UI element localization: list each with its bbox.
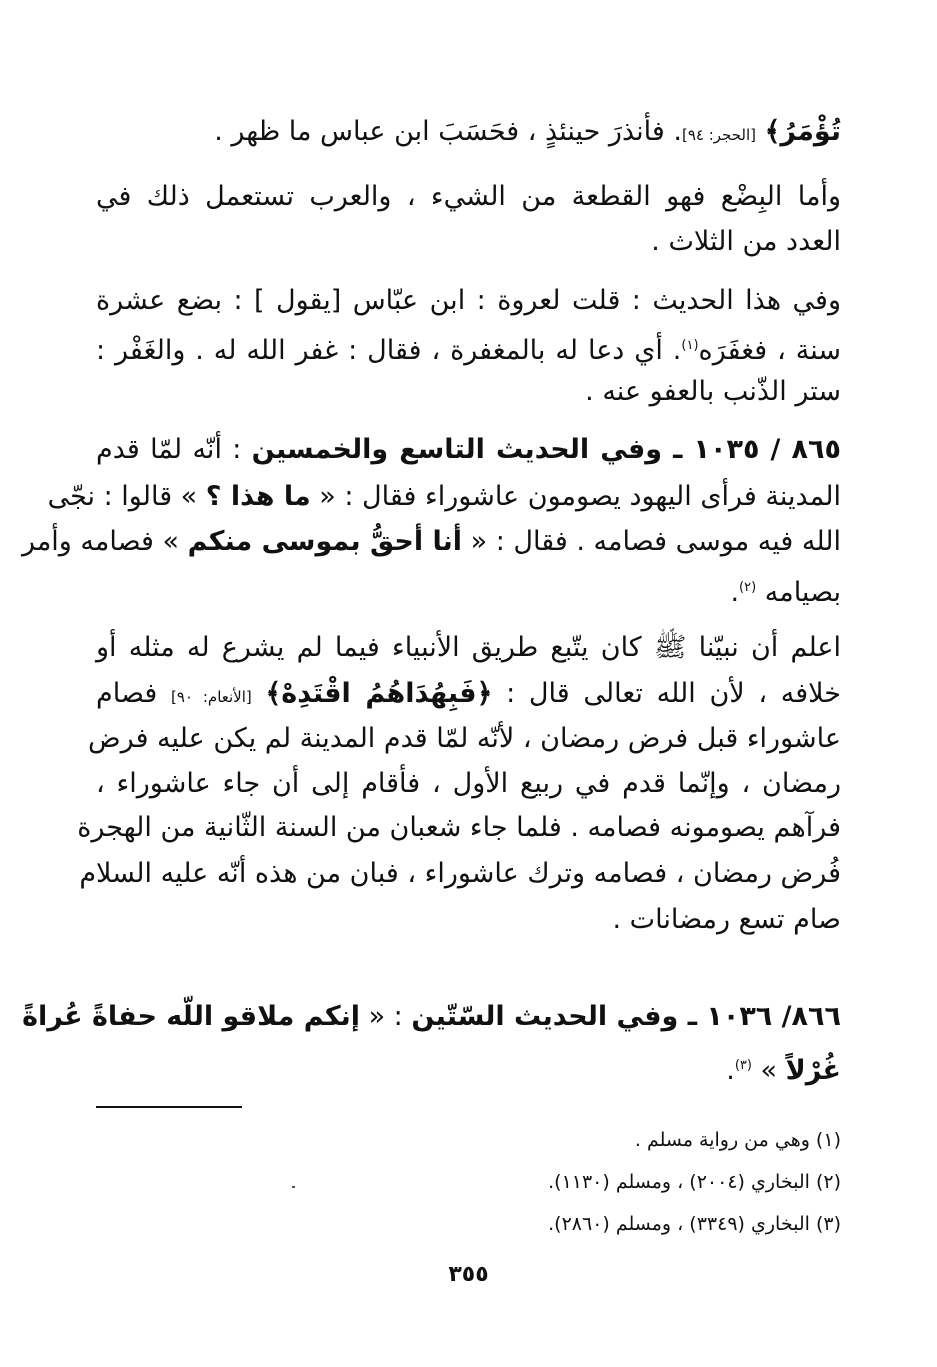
text-run: ٨٦٥ / ١٠٣٥ ـ وفي الحديث التاسع والخمسين xyxy=(251,434,841,465)
text-run: صام تسع رمضانات . xyxy=(612,904,841,935)
text-run: فرآهم يصومونه فصامه . فلما جاء شعبان من السنة الثّانية من الهجرة xyxy=(77,812,841,843)
text-run: سنة ، فغفَرَه xyxy=(698,335,841,366)
text-run: ﴿فَبِهُدَاهُمُ اقْتَدِهْ﴾ xyxy=(265,678,493,709)
footnote-2: (٢) البخاري (٢٠٠٤) ، ومسلم (١١٣٠). xyxy=(548,1171,841,1193)
text-run: العدد من الثلاث . xyxy=(651,226,841,257)
text-run: : أنّه لمّا قدم xyxy=(96,434,252,465)
text-run: أنا أحقُّ بموسى منكم xyxy=(187,526,463,557)
text-line xyxy=(21,522,841,562)
page-number: ٣٥٥ xyxy=(448,1262,489,1287)
footnote-marker: (١) xyxy=(681,338,699,353)
text-run: تُؤْمَرُ﴾ xyxy=(764,116,841,147)
text-run: بصيامه xyxy=(756,577,841,608)
text-run: : « xyxy=(360,1001,412,1032)
text-line xyxy=(96,326,841,371)
text-run: فُرض رمضان ، فصامه وترك عاشوراء ، فبان من هذه أنّه عليه السلام xyxy=(79,858,841,889)
text-run: المدينة فرأى اليهود يصومون عاشوراء فقال : « xyxy=(310,481,841,512)
footnote-separator xyxy=(96,1106,242,1108)
text-line xyxy=(88,719,841,759)
text-line xyxy=(96,568,841,613)
footnote-marker: (٣) xyxy=(734,1058,752,1073)
text-run: وأما البِضْع فهو القطعة من الشيء ، والعرب تستعمل ذلك في xyxy=(96,181,841,212)
text-run: خلافه ، لأن الله تعالى قال : xyxy=(492,678,841,709)
text-run: . فأنذرَ حينئذٍ ، فحَسَبَ ابن عباس ما ظهر . xyxy=(214,116,682,147)
footnote-3: (٣) البخاري (٣٣٤٩) ، ومسلم (٢٨٦٠). xyxy=(548,1213,841,1235)
text-run: إنكم ملاقو اللّه حفاةً عُراةً xyxy=(22,1001,360,1032)
text-line xyxy=(96,1046,841,1091)
text-line xyxy=(96,900,841,940)
text-run: . xyxy=(726,1055,735,1086)
text-line xyxy=(96,430,841,470)
text-line xyxy=(96,372,841,412)
text-run: وفي هذا الحديث : قلت لعروة : ابن عبّاس [يقول ] : بضع عشرة xyxy=(96,285,841,316)
text-line xyxy=(96,281,841,321)
text-run xyxy=(252,678,266,709)
text-run: فصام xyxy=(96,678,171,709)
text-run: . أي دعا له بالمغفرة ، فقال : غفر الله له . والغَفْر : xyxy=(96,335,682,366)
text-run: ما هذا ؟ xyxy=(205,481,311,512)
text-line xyxy=(77,808,841,848)
text-line xyxy=(96,177,841,217)
text-run: . xyxy=(730,577,740,608)
text-line xyxy=(22,997,841,1037)
text-line xyxy=(96,674,841,717)
text-run: الله فيه موسى فصامه . فقال : « xyxy=(462,526,841,557)
text-run: رمضان ، وإنّما قدم في ربيع الأول ، فأقام إلى أن جاء عاشوراء ، xyxy=(96,768,841,799)
footnote-marker: (٢) xyxy=(739,580,757,595)
text-line xyxy=(96,222,841,262)
text-run: اعلم أن نبيّنا ﷺ كان يتّبع طريق الأنبياء فيما لم يشرع له مثله أو xyxy=(96,632,841,663)
text-run: » قالوا : نجّى xyxy=(47,481,206,512)
text-run: عاشوراء قبل فرض رمضان ، لأنّه لمّا قدم المدينة لم يكن عليه فرض xyxy=(88,723,841,754)
text-run: ستر الذّنب بالعفو عنه . xyxy=(585,376,841,407)
text-line xyxy=(96,764,841,804)
text-run: غُرْلاً xyxy=(785,1055,841,1086)
text-run xyxy=(756,116,765,147)
text-line xyxy=(96,628,841,668)
verse-reference: [الحجر: ٩٤] xyxy=(681,126,756,144)
text-run: » xyxy=(751,1055,786,1086)
text-line xyxy=(79,854,841,894)
text-line xyxy=(47,477,841,517)
text-run: ٨٦٦/ ١٠٣٦ ـ وفي الحديث السّتّين xyxy=(411,1001,841,1032)
text-run: » فصامه وأمر xyxy=(21,526,188,557)
text-line xyxy=(96,112,841,155)
verse-reference: [الأنعام: ٩٠] xyxy=(170,688,252,706)
footnote-1: (١) وهي من رواية مسلم . xyxy=(634,1129,841,1151)
ink-speck xyxy=(292,1186,295,1188)
